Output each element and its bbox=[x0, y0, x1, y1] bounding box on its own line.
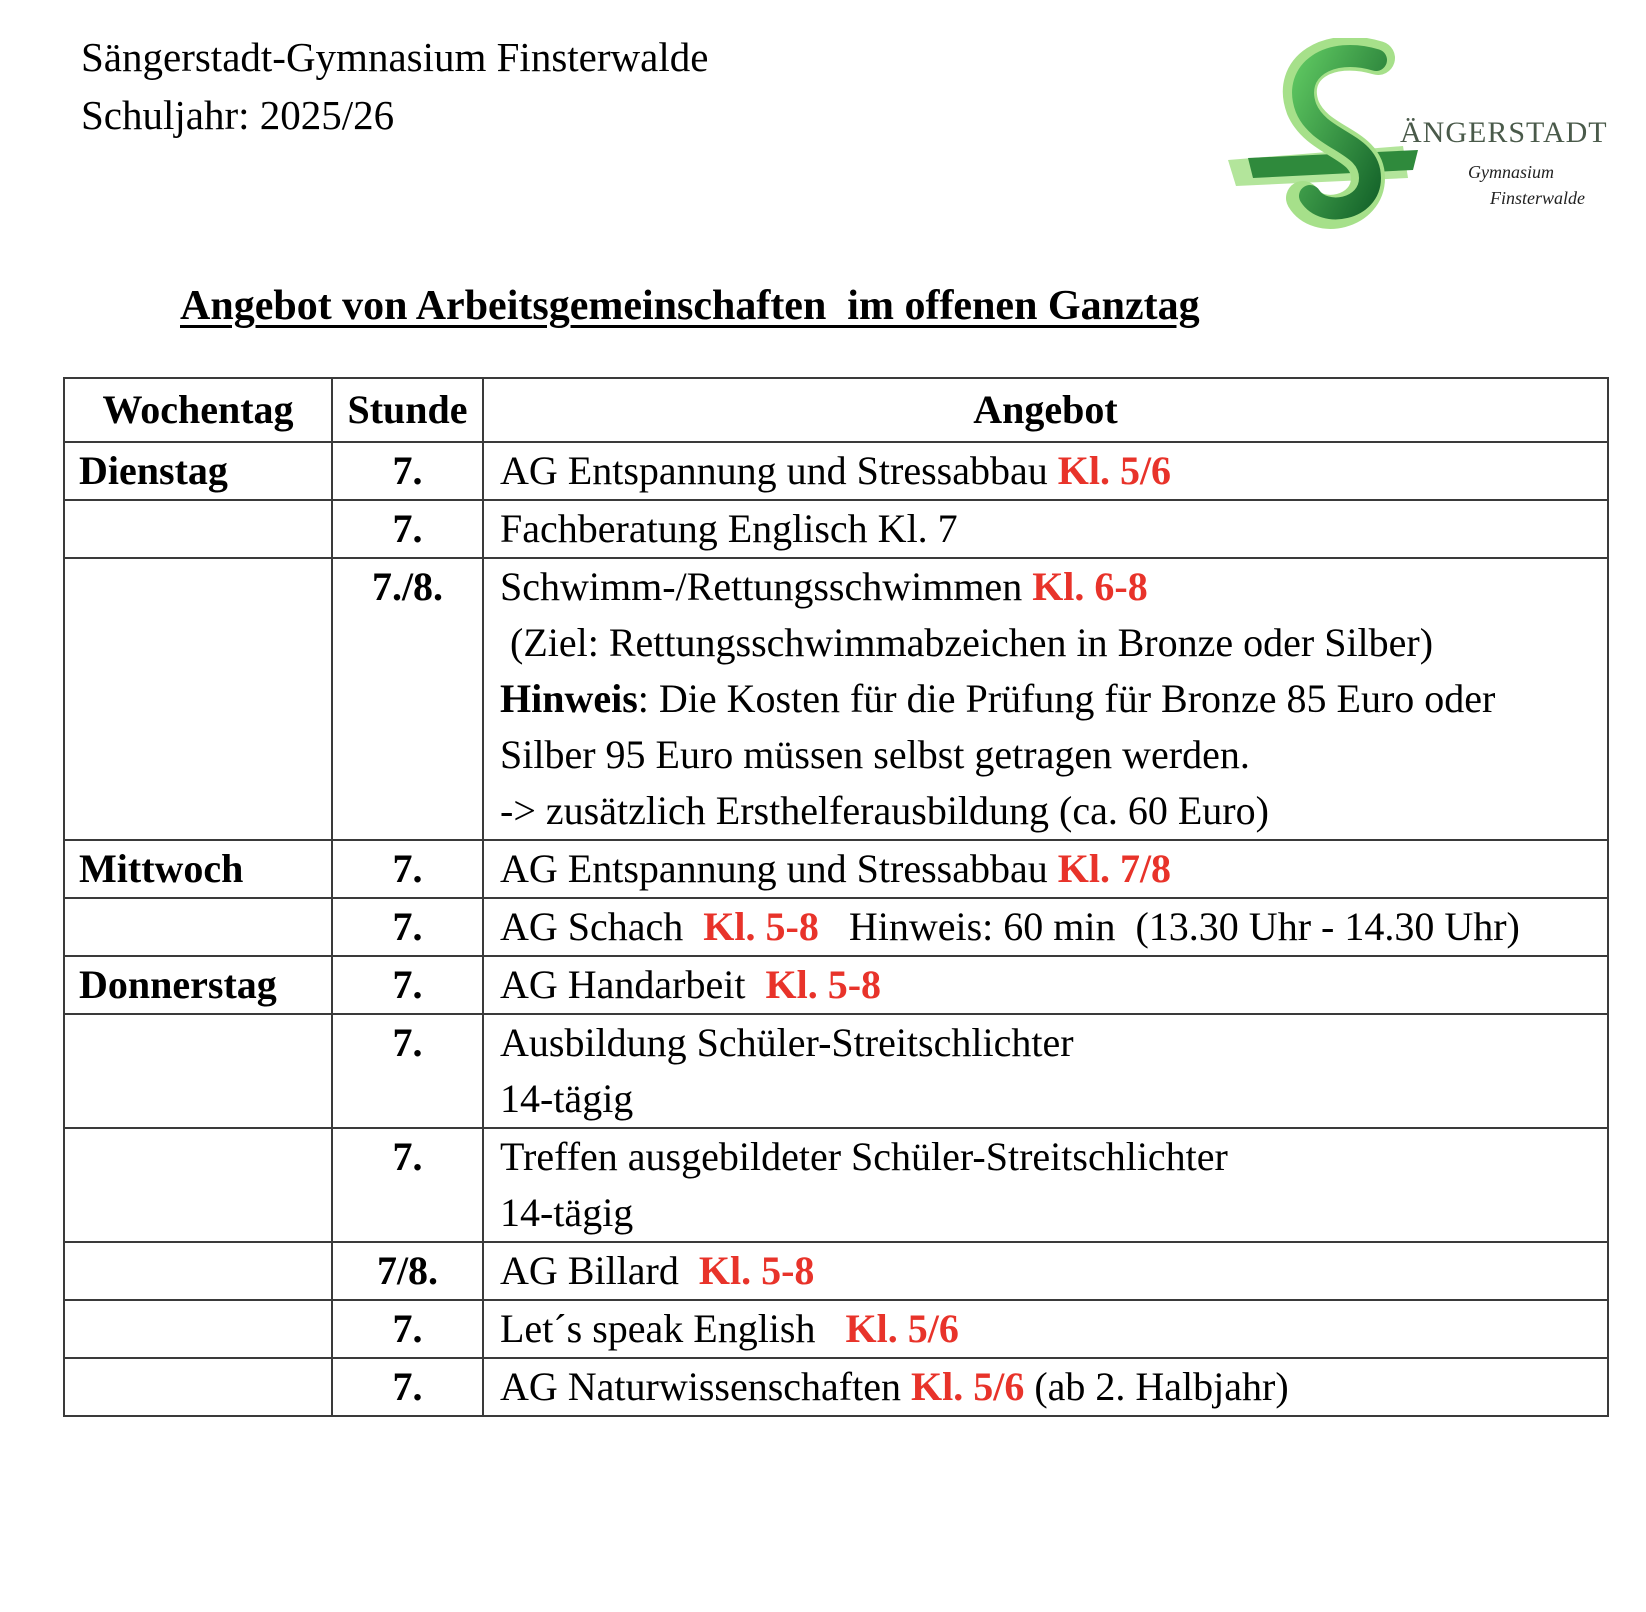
grade-badge: Kl. 5-8 bbox=[698, 1248, 815, 1293]
logo-line1: Gymnasium bbox=[1468, 162, 1554, 182]
offer-cell bbox=[483, 442, 1608, 500]
weekday-cell: Dienstag bbox=[64, 442, 332, 500]
logo-line2: Finsterwalde bbox=[1490, 188, 1585, 208]
hour-cell: 7. bbox=[332, 442, 483, 500]
offer-text: : Die Kosten für die Prüfung für Bronze 85 Euro oder Silber 95 Euro müssen selbst getragen werden. bbox=[500, 676, 1506, 777]
hour-cell: 7. bbox=[332, 500, 483, 558]
table-row bbox=[64, 558, 1608, 840]
offer-line bbox=[500, 559, 1593, 615]
grade-badge: Kl. 7/8 bbox=[1057, 846, 1172, 891]
offer-text: AG Entspannung und Stressabbau bbox=[500, 448, 1058, 493]
grade-badge: Kl. 5/6 bbox=[911, 1364, 1025, 1409]
offer-line bbox=[500, 443, 1593, 499]
school-logo bbox=[1228, 38, 1628, 238]
offer-text: Ausbildung Schüler-Streitschlichter bbox=[500, 1020, 1074, 1065]
offer-text: Hinweis: 60 min (13.30 Uhr - 14.30 Uhr) bbox=[818, 904, 1520, 949]
hour-cell: 7. bbox=[332, 898, 483, 956]
offer-line bbox=[500, 1185, 1593, 1241]
hour-cell: 7. bbox=[332, 1014, 483, 1128]
weekday-cell bbox=[64, 1300, 332, 1358]
table-row bbox=[64, 1014, 1608, 1128]
offer-line bbox=[500, 783, 1593, 839]
table-row bbox=[64, 1242, 1608, 1300]
hour-cell: 7. bbox=[332, 1128, 483, 1242]
offer-text: Schwimm-/Rettungsschwimmen bbox=[500, 564, 1033, 609]
school-header bbox=[81, 28, 708, 144]
table-row bbox=[64, 956, 1608, 1014]
hour-cell: 7. bbox=[332, 1358, 483, 1416]
offer-text: Treffen ausgebildeter Schüler-Streitschlichter bbox=[500, 1134, 1228, 1179]
offer-text: (ab 2. Halbjahr) bbox=[1024, 1364, 1289, 1409]
offer-line bbox=[500, 1015, 1593, 1071]
weekday-cell bbox=[64, 558, 332, 840]
ag-table bbox=[63, 377, 1609, 1417]
offer-cell bbox=[483, 1128, 1608, 1242]
school-logo-s-icon bbox=[1228, 38, 1628, 238]
offer-cell bbox=[483, 1014, 1608, 1128]
offer-cell bbox=[483, 840, 1608, 898]
page-title: Angebot von Arbeitsgemeinschaften im offenen Ganztag bbox=[180, 283, 1200, 329]
offer-cell bbox=[483, 1300, 1608, 1358]
table-row bbox=[64, 1358, 1608, 1416]
table-row bbox=[64, 500, 1608, 558]
offer-text: Fachberatung Englisch Kl. 7 bbox=[500, 506, 958, 551]
weekday-cell bbox=[64, 500, 332, 558]
table-row bbox=[64, 840, 1608, 898]
header-offer: Angebot bbox=[483, 378, 1608, 442]
weekday-cell bbox=[64, 1358, 332, 1416]
grade-badge: Kl. 5-8 bbox=[703, 904, 819, 949]
offer-line bbox=[500, 671, 1593, 783]
offer-line bbox=[500, 1301, 1593, 1357]
offer-cell bbox=[483, 1358, 1608, 1416]
offer-line bbox=[500, 1243, 1593, 1299]
offer-cell bbox=[483, 898, 1608, 956]
note-label: Hinweis bbox=[500, 676, 638, 721]
school-name: Sängerstadt-Gymnasium Finsterwalde bbox=[81, 34, 709, 80]
offer-cell bbox=[483, 558, 1608, 840]
offer-text: AG Entspannung und Stressabbau bbox=[500, 846, 1058, 891]
weekday-cell: Mittwoch bbox=[64, 840, 332, 898]
hour-cell: 7./8. bbox=[332, 558, 483, 840]
header-weekday: Wochentag bbox=[64, 378, 332, 442]
hour-cell: 7. bbox=[332, 956, 483, 1014]
offer-text: 14-tägig bbox=[500, 1076, 634, 1121]
offer-text: 14-tägig bbox=[500, 1190, 634, 1235]
hour-cell: 7. bbox=[332, 1300, 483, 1358]
weekday-cell bbox=[64, 1014, 332, 1128]
hour-cell: 7. bbox=[332, 840, 483, 898]
logo-wordmark: ÄNGERSTADT bbox=[1400, 116, 1608, 149]
offer-line bbox=[500, 841, 1593, 897]
table-header-row bbox=[64, 378, 1608, 442]
offer-line bbox=[500, 957, 1593, 1013]
offer-cell bbox=[483, 500, 1608, 558]
grade-badge: Kl. 5/6 bbox=[845, 1306, 959, 1351]
offer-text: AG Billard bbox=[500, 1248, 699, 1293]
offer-text: (Ziel: Rettungsschwimmabzeichen in Bronze oder Silber) bbox=[500, 620, 1434, 665]
hour-cell: 7/8. bbox=[332, 1242, 483, 1300]
table-row bbox=[64, 898, 1608, 956]
grade-badge: Kl. 6-8 bbox=[1032, 564, 1148, 609]
school-year: Schuljahr: 2025/26 bbox=[81, 92, 395, 138]
weekday-cell bbox=[64, 1242, 332, 1300]
offer-text: AG Schach bbox=[500, 904, 704, 949]
grade-badge: Kl. 5/6 bbox=[1057, 448, 1172, 493]
offer-line bbox=[500, 615, 1593, 671]
grade-badge: Kl. 5-8 bbox=[765, 962, 882, 1007]
weekday-cell: Donnerstag bbox=[64, 956, 332, 1014]
weekday-cell bbox=[64, 1128, 332, 1242]
offer-line bbox=[500, 1071, 1593, 1127]
offer-line bbox=[500, 1129, 1593, 1185]
offer-text: Let´s speak English bbox=[500, 1306, 846, 1351]
header-hour: Stunde bbox=[332, 378, 483, 442]
offer-text: AG Handarbeit bbox=[500, 962, 766, 1007]
offer-cell bbox=[483, 1242, 1608, 1300]
table-row bbox=[64, 1128, 1608, 1242]
offer-text: -> zusätzlich Ersthelferausbildung (ca. 60 Euro) bbox=[500, 788, 1269, 833]
offer-line bbox=[500, 501, 1593, 557]
weekday-cell bbox=[64, 898, 332, 956]
table-row bbox=[64, 1300, 1608, 1358]
table-row bbox=[64, 442, 1608, 500]
offer-line bbox=[500, 899, 1593, 955]
offer-text: AG Naturwissenschaften bbox=[500, 1364, 911, 1409]
offer-line bbox=[500, 1359, 1593, 1415]
offer-cell bbox=[483, 956, 1608, 1014]
